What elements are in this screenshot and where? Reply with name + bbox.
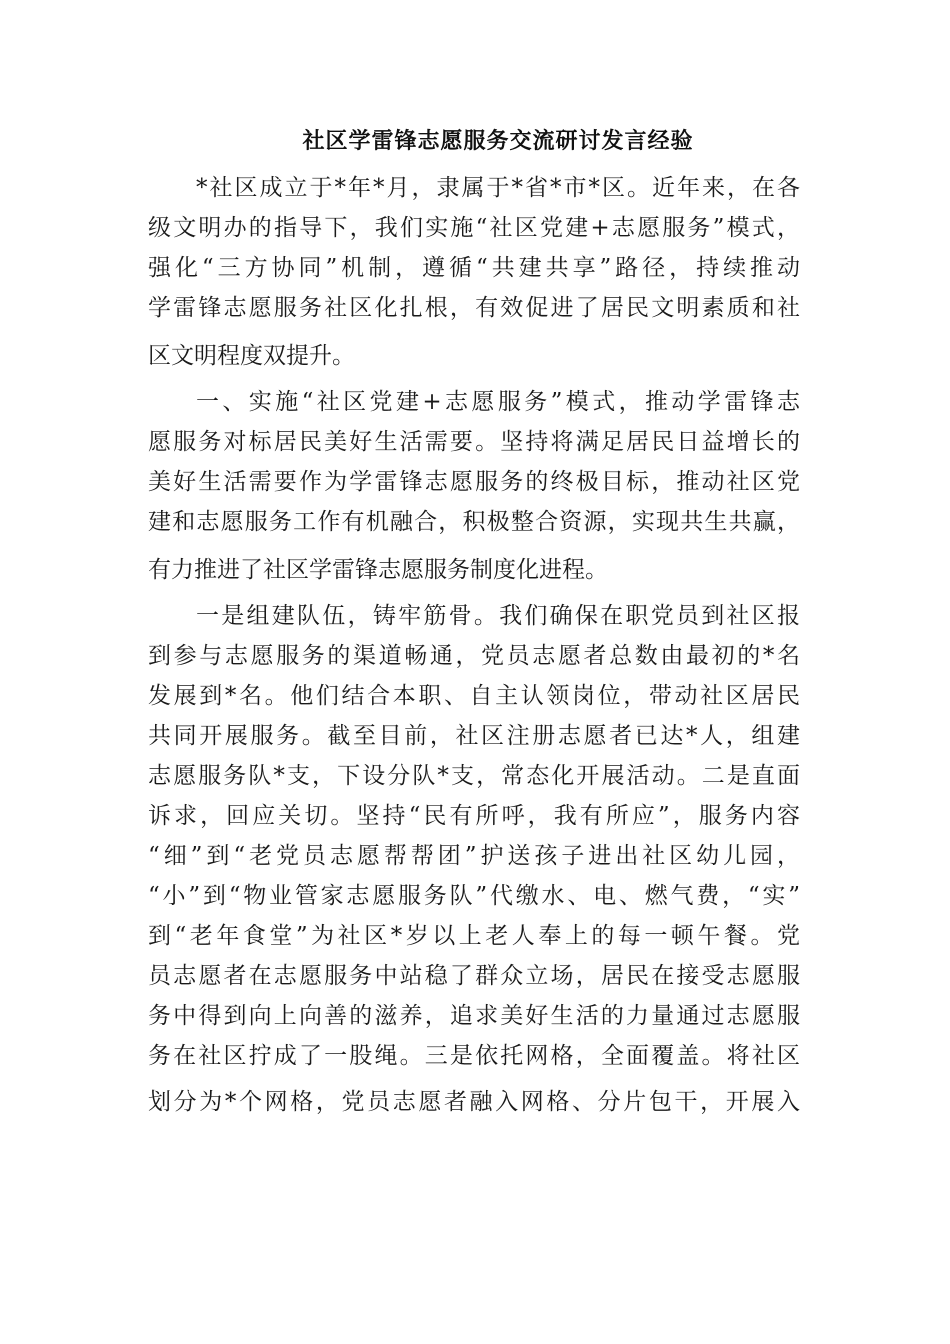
paragraph-line: “细”到“老党员志愿帮帮团”护送孩子进出社区幼儿园， xyxy=(148,843,800,869)
paragraph-line: 到“老年食堂”为社区*岁以上老人奉上的每一顿午餐。党 xyxy=(148,923,800,949)
paragraph-line: 到参与志愿服务的渠道畅通，党员志愿者总数由最初的*名 xyxy=(148,643,800,669)
paragraph-line: 志愿服务队*支，下设分队*支，常态化开展活动。二是直面 xyxy=(148,763,800,789)
paragraph-line: 一、实施“社区党建+志愿服务”模式，推动学雷锋志 xyxy=(196,389,800,415)
paragraph-line: 美好生活需要作为学雷锋志愿服务的终极目标，推动社区党 xyxy=(148,469,800,495)
paragraph-line: 划分为*个网格，党员志愿者融入网格、分片包干，开展入 xyxy=(148,1089,800,1115)
document-title: 社区学雷锋志愿服务交流研讨发言经验 xyxy=(302,129,694,154)
paragraph-line: 员志愿者在志愿服务中站稳了群众立场，居民在接受志愿服 xyxy=(148,963,800,989)
paragraph-line: 强化“三方协同”机制，遵循“共建共享”路径，持续推动 xyxy=(148,255,800,281)
paragraph-line: 共同开展服务。截至目前，社区注册志愿者已达*人，组建 xyxy=(148,723,800,749)
paragraph-line: 建和志愿服务工作有机融合，积极整合资源，实现共生共赢， xyxy=(148,509,800,535)
paragraph-line: 诉求，回应关切。坚持“民有所呼，我有所应”，服务内容 xyxy=(148,803,800,829)
paragraph-line: 发展到*名。他们结合本职、自主认领岗位，带动社区居民 xyxy=(148,683,800,709)
paragraph-line: 务中得到向上向善的滋养，追求美好生活的力量通过志愿服 xyxy=(148,1003,800,1029)
paragraph-line: 一是组建队伍，铸牢筋骨。我们确保在职党员到社区报 xyxy=(196,603,800,629)
paragraph-line: 有力推进了社区学雷锋志愿服务制度化进程。 xyxy=(148,557,608,583)
paragraph-line: 级文明办的指导下，我们实施“社区党建+志愿服务”模式， xyxy=(148,215,800,241)
paragraph-line: 区文明程度双提升。 xyxy=(148,343,355,369)
paragraph-line: 务在社区拧成了一股绳。三是依托网格，全面覆盖。将社区 xyxy=(148,1043,800,1069)
paragraph-line: 愿服务对标居民美好生活需要。坚持将满足居民日益增长的 xyxy=(148,429,800,455)
paragraph-line: “小”到“物业管家志愿服务队”代缴水、电、燃气费，“实” xyxy=(148,883,800,909)
paragraph-line: 学雷锋志愿服务社区化扎根，有效促进了居民文明素质和社 xyxy=(148,295,800,321)
paragraph-line: *社区成立于*年*月，隶属于*省*市*区。近年来，在各 xyxy=(196,175,800,201)
